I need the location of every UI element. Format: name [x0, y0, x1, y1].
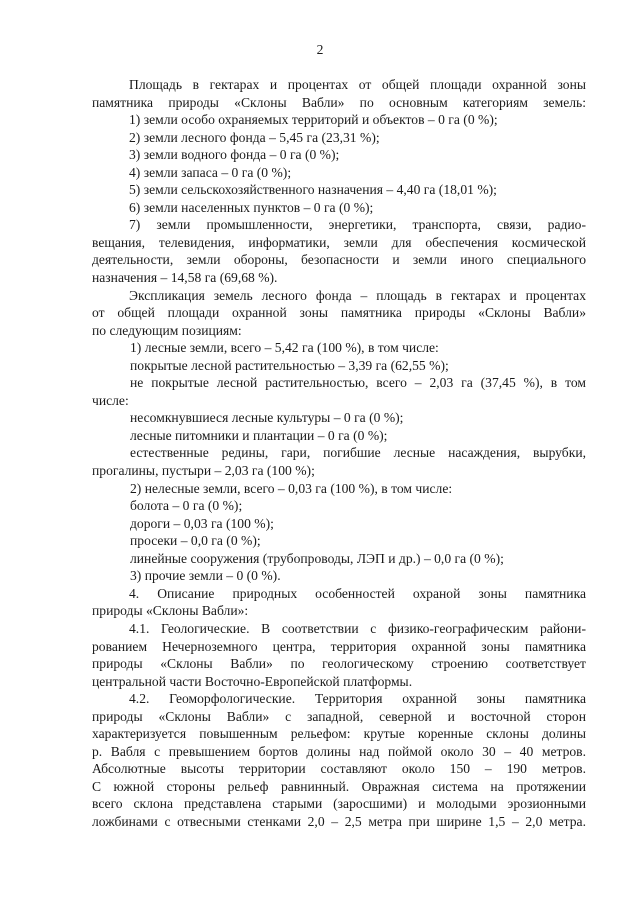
text-line: назначения – 14,58 га (69,68 %).	[92, 270, 278, 286]
text-line: 1) лесные земли, всего – 5,42 га (100 %), в том числе:	[130, 340, 439, 356]
text-line: не покрытые лесной растительностью, всего – 2,03 га (37,45 %), в том	[130, 375, 586, 391]
text-line: характеризуется повышенным рельефом: крутые коренные склоны долины	[92, 726, 586, 742]
page-number: 2	[316, 42, 324, 57]
text-line: 3) прочие земли – 0 (0 %).	[130, 568, 281, 584]
text-line: болота – 0 га (0 %);	[130, 498, 243, 514]
text-line: 2) нелесные земли, всего – 0,03 га (100 %), в том числе:	[130, 480, 453, 496]
text-line: 4.2. Геоморфологические. Территория охранной зоны памятника	[129, 691, 586, 707]
text-line: по следующим позициям:	[92, 322, 242, 338]
text-line: р. Вабля с превышением бортов долины над поймой около 30 – 40 метров.	[92, 743, 586, 759]
text-line: вещания, телевидения, информатики, земли для обеспечения космической	[92, 234, 586, 250]
text-line: 2) земли лесного фонда – 5,45 га (23,31 %);	[129, 129, 380, 145]
text-line: Площадь в гектарах и процентах от общей площади охранной зоны	[129, 77, 586, 92]
text-line: ложбинами с отвесными стенками 2,0 – 2,5 метра при ширине 1,5 – 2,0 метра.	[92, 813, 586, 829]
text-line: 6) земли населенных пунктов – 0 га (0 %);	[129, 199, 374, 215]
text-line: 7) земли промышленности, энергетики, транспорта, связи, радио-	[129, 217, 586, 233]
text-line: линейные сооружения (трубопроводы, ЛЭП и др.) – 0,0 га (0 %);	[130, 550, 504, 566]
text-line: от общей площади охранной зоны памятника природы «Склоны Вабли»	[92, 305, 586, 321]
text-line: 1) земли особо охраняемых территорий и объектов – 0 га (0 %);	[129, 112, 498, 128]
text-line: прогалины, пустыри – 2,03 га (100 %);	[92, 463, 315, 479]
text-line: просеки – 0,0 га (0 %);	[130, 533, 261, 549]
text-line: памятника природы «Склоны Вабли» по основным категориям земель:	[92, 94, 586, 110]
text-line: Экспликация земель лесного фонда – площадь в гектарах и процентах	[129, 287, 586, 303]
text-line: 3) земли водного фонда – 0 га (0 %);	[129, 147, 340, 163]
text-line: естественные редины, гари, погибшие лесные насаждения, вырубки,	[130, 445, 586, 461]
text-line: 5) земли сельскохозяйственного назначения – 4,40 га (18,01 %);	[129, 182, 497, 198]
text-line: дороги – 0,03 га (100 %);	[130, 515, 274, 531]
document-body	[92, 76, 586, 831]
text-line: С южной стороны рельеф равнинный. Овражная система на протяжении	[92, 778, 586, 794]
text-line: деятельности, земли обороны, безопасности и земли иного специального	[92, 252, 586, 268]
text-line: всего склона представлена старыми (заросшими) и молодыми эрозионными	[92, 796, 586, 812]
text-line: лесные питомники и плантации – 0 га (0 %);	[130, 427, 388, 443]
text-line: природы «Склоны Вабли» по геологическому строению соответствует	[92, 656, 586, 672]
text-line: 4) земли запаса – 0 га (0 %);	[129, 164, 292, 180]
text-line: 4. Описание природных особенностей охраной зоны памятника	[129, 585, 586, 601]
text-line: центральной части Восточно-Европейской платформы.	[92, 673, 413, 689]
text-line: Абсолютные высоты территории составляют около 150 – 190 метров.	[92, 761, 586, 777]
text-line: рованием Нечерноземного центра, территория охранной зоны памятника	[92, 638, 586, 654]
text-line: природы «Склоны Вабли»:	[92, 603, 249, 619]
text-line: 4.1. Геологические. В соответствии с физико-географическим райони-	[129, 620, 586, 636]
text-line: природы «Склоны Вабли» с западной, северной и восточной сторон	[92, 708, 586, 724]
text-line: покрытые лесной растительностью – 3,39 га (62,55 %);	[130, 357, 449, 373]
text-line: несомкнувшиеся лесные культуры – 0 га (0 %);	[130, 410, 404, 426]
text-line: числе:	[92, 392, 129, 408]
